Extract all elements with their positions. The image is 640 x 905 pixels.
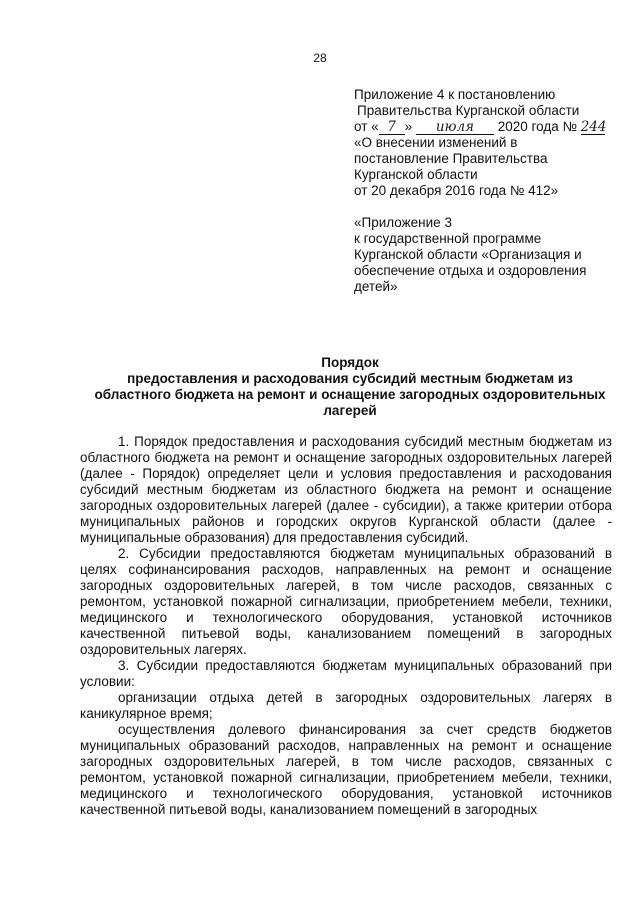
paragraph-3: 3. Субсидии предоставляются бюджетам муниципальных образований при условии: bbox=[80, 658, 612, 689]
paragraph-2: 2. Субсидии предоставляются бюджетам муниципальных образований в целях софинансирования расходов, направленных на ремонт и оснащение загородных оздоровительных лагерей, в том числе расходов, связанных с ремонтом, установкой пожарной сигнализации, приобретением мебели, техники, медицинского и технологического оборудования, установкой источников качественной питьевой воды, канализованием помещений в загородных оздоровительных лагерях. bbox=[80, 546, 612, 657]
paragraph-5: осуществления долевого финансирования за счет средств бюджетов муниципальных образований расходов, направленных на ремонт и оснащение загородных оздоровительных лагерей, в том числе расходов, связанных с ремонтом, установкой пожарной сигнализации, приобретением мебели, техники, медицинского и технологического оборудования, установкой источников качественной питьевой воды, канализованием помещений в загородных bbox=[80, 722, 612, 817]
heading-line-3: областного бюджета на ремонт и оснащение загородных оздоровительных bbox=[94, 387, 606, 402]
paragraph-1: 1. Порядок предоставления и расходования субсидий местным бюджетам из областного бюджета на ремонт и оснащение загородных оздоровительных лагерей (далее - Порядок) определяет цели и условия предоставления и расходования субсидий местным бюджетам из областного бюджета на ремонт и оснащение загородных оздоровительных лагерей (далее - субсидии), а также критерии отбора муниципальных районов и городских округов Курганской области (далее - муниципальные образования) для предоставления субсидий. bbox=[80, 434, 612, 545]
appendix-line-7: от 20 декабря 2016 года № 412» bbox=[354, 183, 559, 198]
appendix-line-5: постановление Правительства bbox=[354, 151, 548, 166]
spacer bbox=[354, 199, 624, 215]
appendix-line-2: Правительства Курганской области bbox=[357, 103, 580, 118]
appendix-line-6: Курганской области bbox=[354, 167, 478, 182]
appendix-line-1: Приложение 4 к постановлению bbox=[354, 87, 556, 102]
handwritten-month: июля bbox=[416, 120, 494, 135]
document-heading bbox=[78, 355, 622, 419]
paragraph-4: организации отдыха детей в загородных оздоровительных лагерях в каникулярное время; bbox=[80, 690, 612, 721]
page-number: 28 bbox=[313, 51, 327, 65]
date-mid: » bbox=[404, 119, 413, 134]
sub-appendix-line-5: детей» bbox=[354, 279, 398, 294]
sub-appendix-line-2: к государственной программе bbox=[354, 231, 542, 246]
appendix-line-4: «О внесении изменений в bbox=[354, 135, 518, 150]
date-prefix: от « bbox=[354, 119, 379, 134]
sub-appendix-line-1: «Приложение 3 bbox=[354, 215, 452, 230]
handwritten-day: 7 bbox=[379, 120, 405, 135]
heading-line-1: Порядок bbox=[321, 355, 379, 370]
date-year: 2020 года № bbox=[497, 119, 577, 134]
sub-appendix-line-4: обеспечение отдыха и оздоровления bbox=[354, 263, 587, 278]
document-body bbox=[80, 434, 612, 818]
heading-line-2: предоставления и расходования субсидий местным бюджетам из bbox=[127, 371, 573, 386]
handwritten-number: 244 bbox=[580, 119, 607, 135]
sub-appendix-line-3: Курганской области «Организация и bbox=[354, 247, 582, 262]
appendix-date-line bbox=[354, 119, 624, 135]
heading-line-4: лагерей bbox=[323, 403, 377, 418]
appendix-block bbox=[354, 87, 624, 295]
